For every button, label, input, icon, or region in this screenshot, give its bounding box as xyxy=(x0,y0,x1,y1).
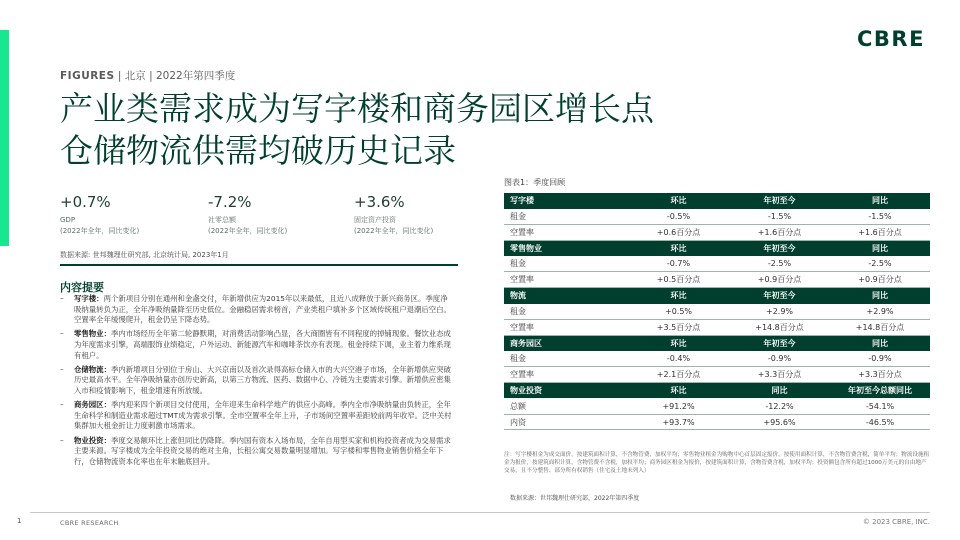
column-header: 环比 xyxy=(628,288,729,304)
table-row xyxy=(504,209,930,225)
table-cell: +2.9% xyxy=(830,304,930,320)
table-cell: +0.5% xyxy=(628,304,729,320)
table-cell: -0.9% xyxy=(830,351,930,367)
table-cell: -0.9% xyxy=(729,351,830,367)
table-row xyxy=(504,398,930,414)
kpi-row xyxy=(60,193,460,243)
table-source: 数据来源：世邦魏理仕研究部，2022年第四季度 xyxy=(510,495,640,502)
bullet-dash: – xyxy=(60,364,64,374)
table-row xyxy=(504,225,930,241)
table-cell: +1.6百分点 xyxy=(729,225,830,241)
section-name: 商务园区 xyxy=(504,335,628,351)
summary-item-text: 两个新项目分别在通州和金盏交付，年新增供应为2015年以来最低，且近八成释放于新兴商务区。季度净吸纳量转负为正，全年净吸纳量降至历史低位。金融稳居需求榜首，产业类租户填补多个区域传统租户退潮后空白。空置率全年缓慢爬升，租金仍呈下降态势。 xyxy=(74,294,451,325)
table-cell: +0.9百分点 xyxy=(830,272,930,288)
table-cell: -0.4% xyxy=(628,351,729,367)
quarterly-review-table xyxy=(504,193,930,430)
column-header: 同比 xyxy=(830,240,930,256)
kpi-label: 固定资产投资 xyxy=(354,216,396,224)
footer-brand: CBRE RESEARCH xyxy=(60,519,119,527)
bullet-dash: – xyxy=(60,294,64,303)
table-cell: +14.8百分点 xyxy=(729,319,830,335)
summary-item-head: 零售物业： xyxy=(74,329,111,339)
row-label: 空置率 xyxy=(504,367,628,383)
table-row xyxy=(504,304,930,320)
summary-item-text: 季内市场经历全年第二轮静默期，对消费活动影响凸显，各大商圈皆有不同程度的掉铺现象。餐饮业态成为年度需求引擎，高端服饰业绩稳定，户外运动、新能源汽车和咖啡茶饮亦有表现。租金持续下调，业主着力维系现有租户。 xyxy=(74,329,451,360)
kpi-gdp xyxy=(60,193,139,236)
table-row xyxy=(504,414,930,430)
table-cell: +0.9百分点 xyxy=(729,272,830,288)
kpi-fixed-asset-investment xyxy=(354,193,433,236)
summary-item-text: 季度交易额环比上涨但同比仍降降。季内国有资本入场布局，全年自用型买家和机构投资者成为交易需求主要来源。写字楼成为全年投资交易的绝对主角，长租公寓交易数量明显增加。写字楼和零售物业销售价格全年下行，仓储物流资本化率也在年末触底回升。 xyxy=(74,435,451,466)
column-header: 年初至今 xyxy=(729,335,830,351)
summary-item-logistics xyxy=(60,365,452,397)
row-label: 租金 xyxy=(504,351,628,367)
bullet-dash: – xyxy=(60,329,64,339)
section-divider xyxy=(60,264,458,266)
table-row xyxy=(504,272,930,288)
eyebrow xyxy=(60,68,235,83)
summary-item-head: 物业投资： xyxy=(74,435,111,445)
table-cell: +2.1百分点 xyxy=(628,367,729,383)
table-section-header xyxy=(504,193,930,209)
column-header: 年初至今总额同比 xyxy=(830,383,930,399)
kpi-label: GDP xyxy=(60,216,76,224)
table-cell: +95.6% xyxy=(729,414,830,430)
title-line-2: 仓储物流供需均破历史记录 xyxy=(60,131,456,170)
column-header: 同比 xyxy=(729,383,830,399)
table-section-header xyxy=(504,240,930,256)
column-header: 同比 xyxy=(830,193,930,209)
table-section-header xyxy=(504,383,930,399)
summary-item-text: 季内迎来四个新项目交付使用，全年迎来生命科学地产的供应小高峰。季内全市净吸纳量由负转正，全年生命科学和制造业需求超过TMT成为需求引擎。全市空置率全年上升，子市场间空置率差距较前两年收窄。泛中关村集群加大租金折让力度刺激市场需求。 xyxy=(74,400,452,431)
table-cell: +91.2% xyxy=(628,398,729,414)
table-cell: -1.5% xyxy=(830,209,930,225)
eyebrow-label: FIGURES xyxy=(60,70,115,82)
column-header: 环比 xyxy=(628,240,729,256)
row-label: 租金 xyxy=(504,256,628,272)
cbre-logo: CBRE xyxy=(857,27,925,51)
column-header: 年初至今 xyxy=(729,240,830,256)
title-line-1: 产业类需求成为写字楼和商务园区增长点 xyxy=(60,89,654,128)
row-label: 总额 xyxy=(504,398,628,414)
table-section-header xyxy=(504,288,930,304)
table-row xyxy=(504,367,930,383)
row-label: 空置率 xyxy=(504,225,628,241)
table-row xyxy=(504,319,930,335)
section-name: 物流 xyxy=(504,288,628,304)
column-header: 环比 xyxy=(628,193,729,209)
summary-item-head: 写字楼： xyxy=(74,294,104,303)
bullet-dash: – xyxy=(60,435,64,445)
table-cell: +93.7% xyxy=(628,414,729,430)
row-label: 内资 xyxy=(504,414,628,430)
summary-item-head: 商务园区： xyxy=(74,400,111,410)
kpi-value: -7.2% xyxy=(208,193,252,211)
table-cell: -46.5% xyxy=(830,414,930,430)
table-row xyxy=(504,256,930,272)
kpi-sub: (2022年全年，同比变化) xyxy=(354,227,434,235)
column-header: 同比 xyxy=(830,288,930,304)
table-cell: -1.5% xyxy=(729,209,830,225)
table-cell: +3.3百分点 xyxy=(729,367,830,383)
page-number: 1 xyxy=(17,517,22,525)
table-cell: -2.5% xyxy=(729,256,830,272)
footer-divider xyxy=(30,512,930,513)
row-label: 空置率 xyxy=(504,272,628,288)
kpi-label: 社零总额 xyxy=(208,216,236,224)
kpi-source: 数据来源: 世邦魏理仕研究部, 北京统计局, 2023年1月 xyxy=(60,251,229,259)
summary-item-retail xyxy=(60,329,452,361)
table-cell: -54.1% xyxy=(830,398,930,414)
section-name: 写字楼 xyxy=(504,193,628,209)
table-cell: +14.8百分点 xyxy=(830,319,930,335)
figure-title: 图表1：季度回顾 xyxy=(504,178,566,187)
table-cell: -0.7% xyxy=(628,256,729,272)
section-name: 物业投资 xyxy=(504,383,628,399)
table-row xyxy=(504,351,930,367)
summary-item-business-park xyxy=(60,400,452,432)
kpi-value: +3.6% xyxy=(354,193,405,211)
summary-title: 内容提要 xyxy=(60,281,104,294)
bullet-dash: – xyxy=(60,400,64,410)
kpi-value: +0.7% xyxy=(60,193,111,211)
row-label: 空置率 xyxy=(504,319,628,335)
kpi-sub: (2022年全年，同比变化) xyxy=(208,227,288,235)
summary-item-head: 仓储物流： xyxy=(74,364,111,374)
page-title xyxy=(60,88,654,172)
column-header: 环比 xyxy=(628,335,729,351)
summary-item-text: 季内新增项目分别位于房山、大兴京南以及首次录得高标仓储入市的大兴空港子市场，全年新增供应突破历史最高水平。全年净吸纳量亦创历史新高，以第三方物流、医药、数据中心、冷链为主要需求引擎。新增供应密集入市和疫情影响下，租金增速有所放缓。 xyxy=(74,364,451,395)
table-section-header xyxy=(504,335,930,351)
kpi-sub: (2022年全年，同比变化) xyxy=(60,227,140,235)
summary-list xyxy=(60,294,452,471)
column-header: 年初至今 xyxy=(729,193,830,209)
summary-item-investment xyxy=(60,436,452,468)
section-name: 零售物业 xyxy=(504,240,628,256)
column-header: 年初至今 xyxy=(729,288,830,304)
column-header: 环比 xyxy=(628,383,729,399)
table-cell: +2.9% xyxy=(729,304,830,320)
table-cell: +0.6百分点 xyxy=(628,225,729,241)
row-label: 租金 xyxy=(504,304,628,320)
table-cell: +3.5百分点 xyxy=(628,319,729,335)
table-note: 注：写字楼租金为成交面价，按建筑面积计算，不含物管费，加权平均；零售物业租金为购物中心首层固定报价，按使用面积计算，不含物管费含税，简单平均；物流设施租金为报价，按建筑面积计算，含物管费不含税，加权平均；商务园区租金为报价，按建筑面积计算，含物管费含税，加权平均；投资额包含所有超过1000万美元的自由地产交易，且不分整售、部分所有权销售（住宅及土地未列入） xyxy=(504,452,930,474)
row-label: 租金 xyxy=(504,209,628,225)
column-header: 同比 xyxy=(830,335,930,351)
table-cell: +1.6百分点 xyxy=(830,225,930,241)
table-cell: +0.5百分点 xyxy=(628,272,729,288)
summary-item-office xyxy=(60,294,452,326)
eyebrow-location-date: | 北京 | 2022年第四季度 xyxy=(114,70,236,82)
table-cell: -0.5% xyxy=(628,209,729,225)
table-cell: +3.3百分点 xyxy=(830,367,930,383)
accent-bar xyxy=(0,30,9,246)
footer-copyright: © 2023 CBRE, INC. xyxy=(862,518,930,526)
table-cell: -2.5% xyxy=(830,256,930,272)
kpi-retail-sales xyxy=(208,193,287,236)
table-cell: -12.2% xyxy=(729,398,830,414)
